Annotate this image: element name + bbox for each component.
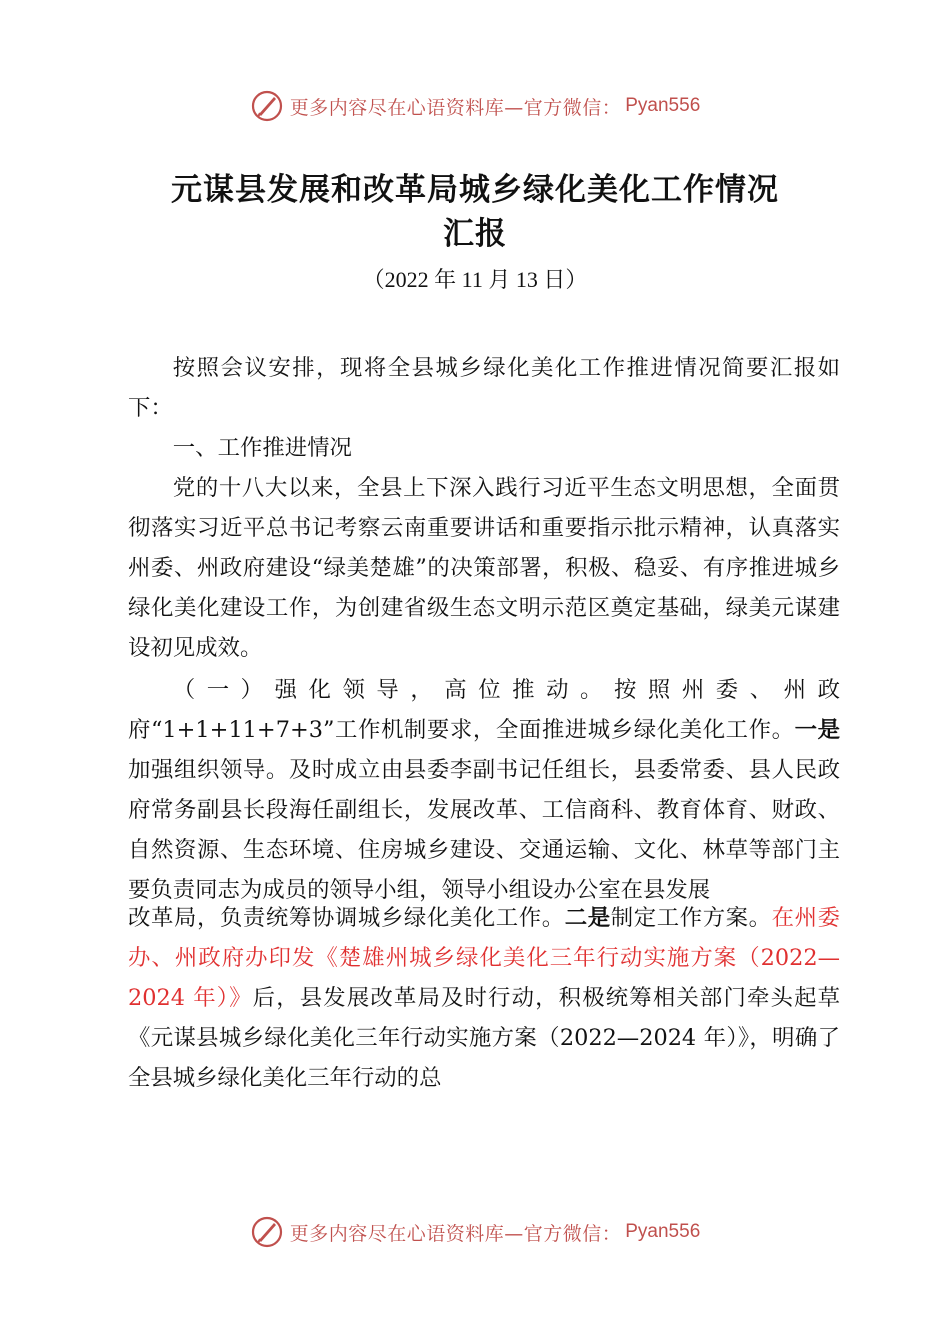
emphasis-first: 一是: [794, 717, 840, 743]
plan-text: 制定工作方案。: [610, 905, 772, 931]
title-line-2: 汇报: [443, 216, 507, 252]
subsection-lead: （一）强化领导，高位推动。按照州委、州政府“1+1+11+7+3”工作机制要求，全面推进城乡绿化美化工作。: [128, 677, 840, 743]
emphasis-second: 二是: [564, 905, 611, 931]
watermark-banner-bottom: [0, 1212, 950, 1252]
title-line-1: 元谋县发展和改革局城乡绿化美化工作情况: [171, 172, 779, 208]
highlighted-text: 在州委办、州政府办印发《楚雄州城乡绿化美化三年行动实施方案（2022—2024 年）》: [128, 905, 841, 1011]
closing-text: 后，县发展改革局及时行动，积极统筹相关部门牵头起草《元谋县城乡绿化美化三年行动实施方案（2022—2024 年）》，明确了全县城乡绿化美化三年行动的总: [128, 985, 840, 1091]
watermark-text: 更多内容尽在心语资料库—官方微信：: [289, 96, 622, 119]
section-paragraph: 党的十八大以来，全县上下深入践行习近平生态文明思想，全面贯彻落实习近平总书记考察云南重要讲话和重要指示批示精神，认真落实州委、州政府建设“绿美楚雄”的决策部署，积极、稳妥、有序推进城乡绿化美化建设工作，为创建省级生态文明示范区奠定基础，绿美元谋建设初见成效。: [128, 475, 840, 661]
section-heading: 一、工作推进情况: [172, 435, 352, 461]
quill-logo-icon: [250, 1215, 284, 1249]
watermark-text: 更多内容尽在心语资料库—官方微信：: [289, 1222, 622, 1245]
continued-text: 改革局，负责统筹协调城乡绿化美化工作。: [128, 905, 565, 931]
subsection-text: 加强组织领导。及时成立由县委李副书记任组长，县委常委、县人民政府常务副县长段海任副组长，发展改革、工信商科、教育体育、财政、自然资源、生态环境、住房城乡建设、交通运输、文化、林草等部门主要负责同志为成员的领导小组，领导小组设办公室在县发展: [128, 757, 840, 903]
intro-paragraph: 按照会议安排，现将全县城乡绿化美化工作推进情况简要汇报如下：: [128, 355, 840, 421]
subsection-paragraph: [128, 670, 840, 910]
watermark-banner-top: [0, 86, 950, 126]
subsection-paragraph-continued: [128, 898, 840, 1098]
watermark-handle: Pyan556: [625, 95, 701, 116]
document-date: （2022 年 11 月 13 日）: [362, 267, 588, 292]
quill-logo-icon: [250, 89, 284, 123]
watermark-handle: Pyan556: [625, 1221, 701, 1242]
document-title: [100, 168, 850, 256]
